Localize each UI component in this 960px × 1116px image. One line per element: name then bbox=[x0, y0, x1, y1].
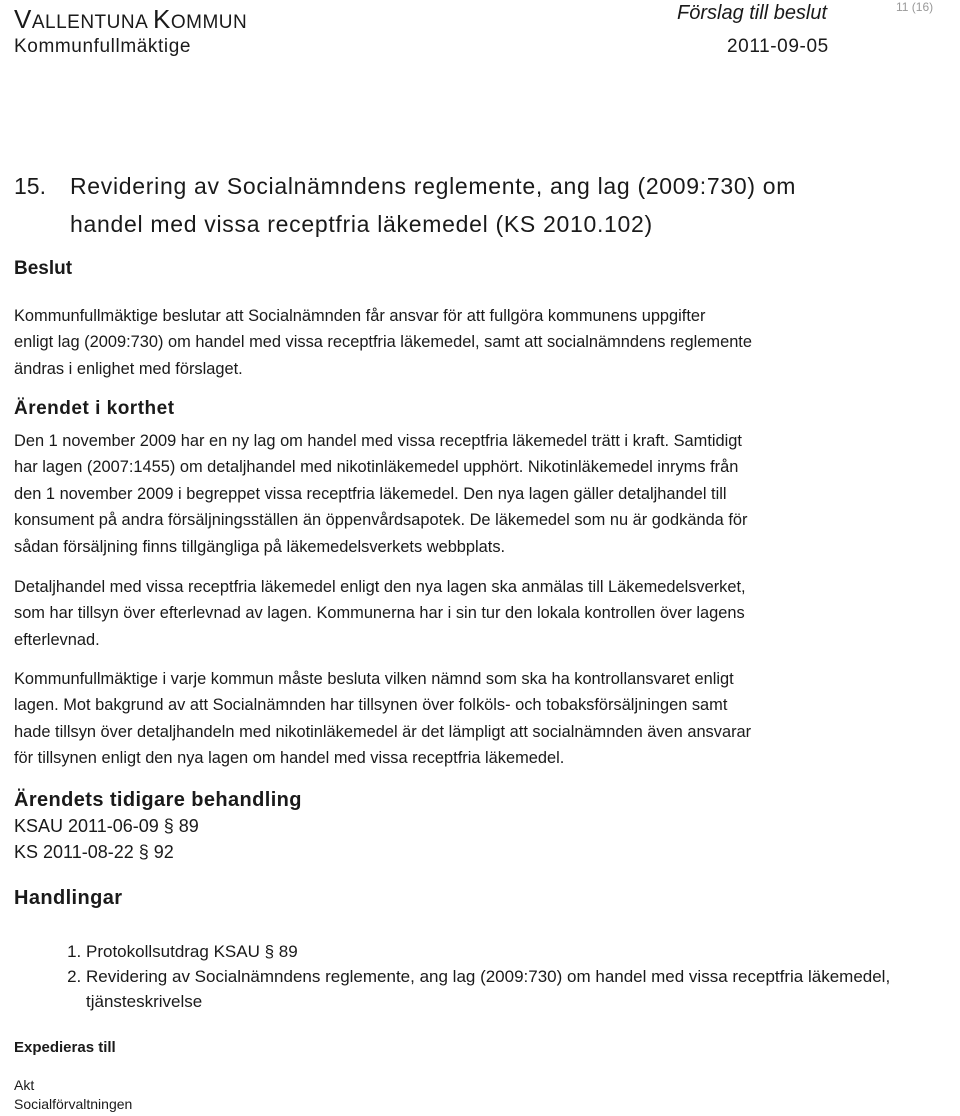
previous-handling-ref: KS 2011-08-22 § 92 bbox=[14, 842, 174, 862]
page-number: 11 (16) bbox=[896, 0, 934, 14]
list-item: 1. Protokollsutdrag KSAU § 89 bbox=[86, 939, 946, 964]
item-title-line-1: Revidering av Socialnämndens reglemente, ang lag (2009:730) om bbox=[70, 173, 797, 199]
text-line: Kommunfullmäktige i varje kommun måste besluta vilken nämnd som ska ha kontrollansvaret enligt bbox=[14, 670, 734, 688]
item-number: 15. bbox=[14, 173, 46, 199]
korthet-paragraph-3 bbox=[14, 666, 944, 772]
korthet-heading: Ärendet i korthet bbox=[14, 398, 175, 419]
text-line: efterlevnad. bbox=[14, 630, 100, 649]
beslut-text bbox=[14, 303, 944, 382]
text-line: lagen. Mot bakgrund av att Socialnämnden har tillsynen över folköls- och tobaksförsäljningen samt bbox=[14, 696, 728, 715]
list-item: 2. Revidering av Socialnämndens reglemente, ang lag (2009:730) om handel med vissa receptfria läkemedel, tjänsteskrivelse bbox=[86, 964, 946, 1014]
text-line: har lagen (2007:1455) om detaljhandel med nikotinläkemedel upphört. Nikotinläkemedel inryms från bbox=[14, 458, 739, 477]
text-line: Detaljhandel med vissa receptfria läkemedel enligt den nya lagen ska anmälas till Läkemedelsverket, bbox=[14, 578, 746, 596]
korthet-paragraph-2 bbox=[14, 574, 944, 653]
recipient: Akt bbox=[14, 1077, 35, 1093]
text-line: Den 1 november 2009 har en ny lag om handel med vissa receptfria läkemedel trätt i kraft. Samtidigt bbox=[14, 432, 742, 450]
beslut-line: ändras i enlighet med förslaget. bbox=[14, 359, 243, 378]
text-line: sådan försäljning finns tillgängliga på läkemedelsverkets webbplats. bbox=[14, 537, 506, 556]
meeting-date: 2011-09-05 bbox=[727, 36, 829, 57]
text-line: den 1 november 2009 i begreppet vissa receptfria läkemedel. Den nya lagen gäller detaljhandel till bbox=[14, 484, 727, 503]
text-line: konsument på andra försäljningsställen än öppenvårdsapotek. De läkemedel som nu är godkända för bbox=[14, 511, 748, 530]
beslut-line: enligt lag (2009:730) om handel med vissa receptfria läkemedel, samt att socialnämndens reglemente bbox=[14, 333, 752, 352]
expedieras-heading: Expedieras till bbox=[14, 1039, 116, 1056]
body-name: Kommunfullmäktige bbox=[14, 36, 192, 57]
tidigare-heading: Ärendets tidigare behandling bbox=[14, 789, 302, 811]
item-title-line-2: handel med vissa receptfria läkemedel (KS 2010.102) bbox=[70, 211, 653, 237]
beslut-line: Kommunfullmäktige beslutar att Socialnämnden får ansvar för att fullgöra kommunens uppgifter bbox=[14, 307, 706, 325]
recipient: Socialförvaltningen bbox=[14, 1096, 133, 1112]
text-line: som har tillsyn över efterlevnad av lagen. Kommunerna har i sin tur den lokala kontrollen över lagens bbox=[14, 604, 745, 623]
korthet-paragraph-1 bbox=[14, 428, 944, 560]
handlingar-heading: Handlingar bbox=[14, 887, 123, 909]
beslut-heading: Beslut bbox=[14, 258, 73, 279]
text-line: hade tillsyn över detaljhandeln med nikotinläkemedel är det lämpligt att socialnämnden även ansvarar bbox=[14, 722, 752, 741]
document-status: Förslag till beslut bbox=[677, 2, 828, 24]
organization-name: VALLENTUNA KOMMUN bbox=[14, 4, 248, 34]
attachments-list bbox=[50, 939, 946, 1014]
text-line: för tillsynen enligt den nya lagen om handel med vissa receptfria läkemedel. bbox=[14, 749, 565, 768]
previous-handling-ref: KSAU 2011-06-09 § 89 bbox=[14, 816, 199, 836]
